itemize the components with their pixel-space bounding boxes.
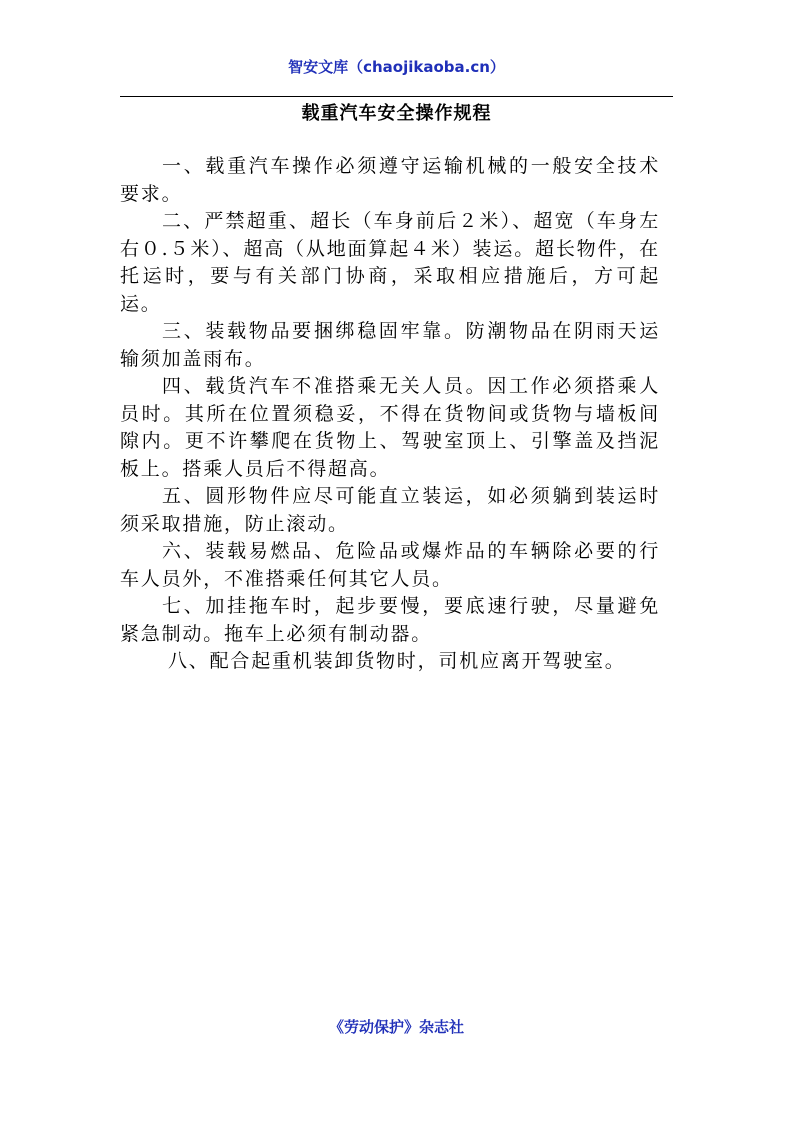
header-divider (120, 96, 673, 97)
header-site-link[interactable]: 智安文库（chaojikaoba.cn） (288, 58, 505, 76)
paragraph-5: 五、圆形物件应尽可能直立装运，如必须躺到装运时须采取措施，防止滚动。 (120, 485, 660, 535)
document-title: 载重汽车安全操作规程 (301, 103, 492, 124)
document-body (120, 153, 660, 676)
paragraph-7: 七、加挂拖车时，起步要慢，要底速行驶，尽量避免紧急制动。拖车上必须有制动器。 (120, 595, 660, 645)
footer-publisher: 《劳动保护》杂志社 (328, 1018, 464, 1036)
paragraph-2: 二、严禁超重、超长（车身前后２米）、超宽（车身左右０.５米）、超高（从地面算起４米）装运。超长物件，在托运时，要与有关部门协商，采取相应措施后，方可起运。 (120, 210, 660, 315)
paragraph-3: 三、装载物品要捆绑稳固牢靠。防潮物品在阴雨天运输须加盖雨布。 (120, 320, 660, 370)
paragraph-6: 六、装载易燃品、危险品或爆炸品的车辆除必要的行车人员外，不准搭乘任何其它人员。 (120, 540, 660, 590)
paragraph-8: 八、配合起重机装卸货物时，司机应离开驾驶室。 (168, 650, 626, 672)
paragraph-1: 一、载重汽车操作必须遵守运输机械的一般安全技术要求。 (120, 155, 660, 205)
paragraph-4: 四、载货汽车不准搭乘无关人员。因工作必须搭乘人员时。其所在位置须稳妥，不得在货物间或货物与墙板间隙内。更不许攀爬在货物上、驾驶室顶上、引擎盖及挡泥板上。搭乘人员后不得超高。 (120, 375, 660, 480)
